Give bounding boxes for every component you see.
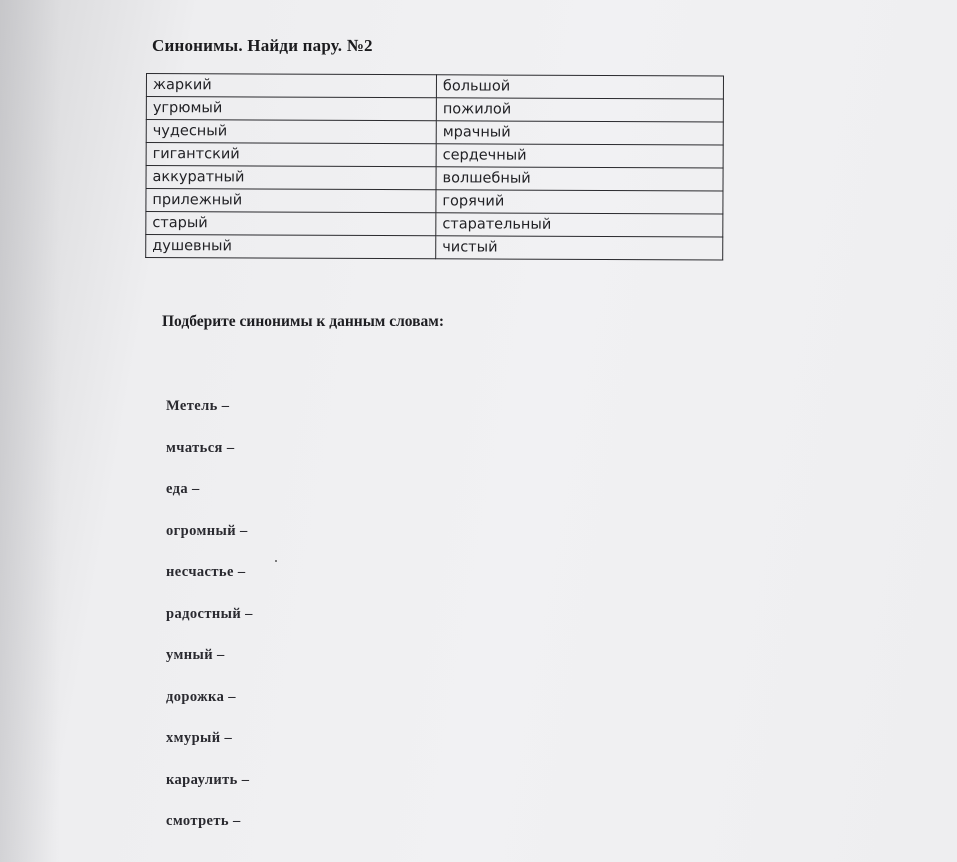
- table-cell-word: чудесный: [146, 120, 436, 144]
- list-item: умный –: [166, 647, 225, 663]
- list-item: радостный –: [166, 605, 253, 622]
- table-cell-synonym: волшебный: [436, 167, 723, 191]
- table-cell-synonym: горячий: [436, 190, 723, 214]
- table-row: [146, 74, 723, 100]
- paper-shadow: [0, 0, 60, 862]
- table-cell-synonym: большой: [436, 75, 723, 99]
- table-cell-synonym: чистый: [436, 236, 723, 260]
- task-heading: Подберите синонимы к данным словам:: [162, 313, 445, 330]
- table-cell-word: душевный: [146, 235, 436, 259]
- table-cell-synonym: мрачный: [436, 121, 723, 145]
- list-item: дорожка –: [166, 688, 236, 705]
- table-cell-word: жаркий: [146, 74, 436, 98]
- table-row: [146, 143, 723, 169]
- worksheet-title: Синонимы. Найди пару. №2: [152, 36, 373, 55]
- synonym-pairs-table: [145, 73, 724, 261]
- list-item: огромный –: [166, 522, 248, 539]
- table-cell-word: старый: [146, 212, 436, 236]
- table-cell-synonym: сердечный: [436, 144, 723, 168]
- words-list: [166, 396, 253, 853]
- table-cell-word: угрюмый: [146, 97, 436, 121]
- list-item: Метель –: [166, 398, 230, 414]
- paper-speck: [275, 560, 277, 562]
- list-item: еда –: [166, 481, 200, 497]
- table-cell-synonym: старательный: [436, 213, 723, 237]
- table-cell-synonym: пожилой: [436, 98, 723, 122]
- list-item: несчастье –: [166, 564, 246, 580]
- list-item: смотреть –: [166, 813, 241, 829]
- table-row: [146, 120, 723, 146]
- table-row: [146, 235, 723, 261]
- table-row: [146, 212, 723, 238]
- list-item: караулить –: [166, 771, 250, 788]
- table-cell-word: аккуратный: [146, 166, 436, 190]
- list-item: хмурый –: [166, 730, 233, 746]
- table-row: [146, 97, 723, 123]
- table-cell-word: гигантский: [146, 143, 436, 167]
- table-cell-word: прилежный: [146, 189, 436, 213]
- table-row: [146, 166, 723, 192]
- list-item: мчаться –: [166, 439, 235, 456]
- table-row: [146, 189, 723, 215]
